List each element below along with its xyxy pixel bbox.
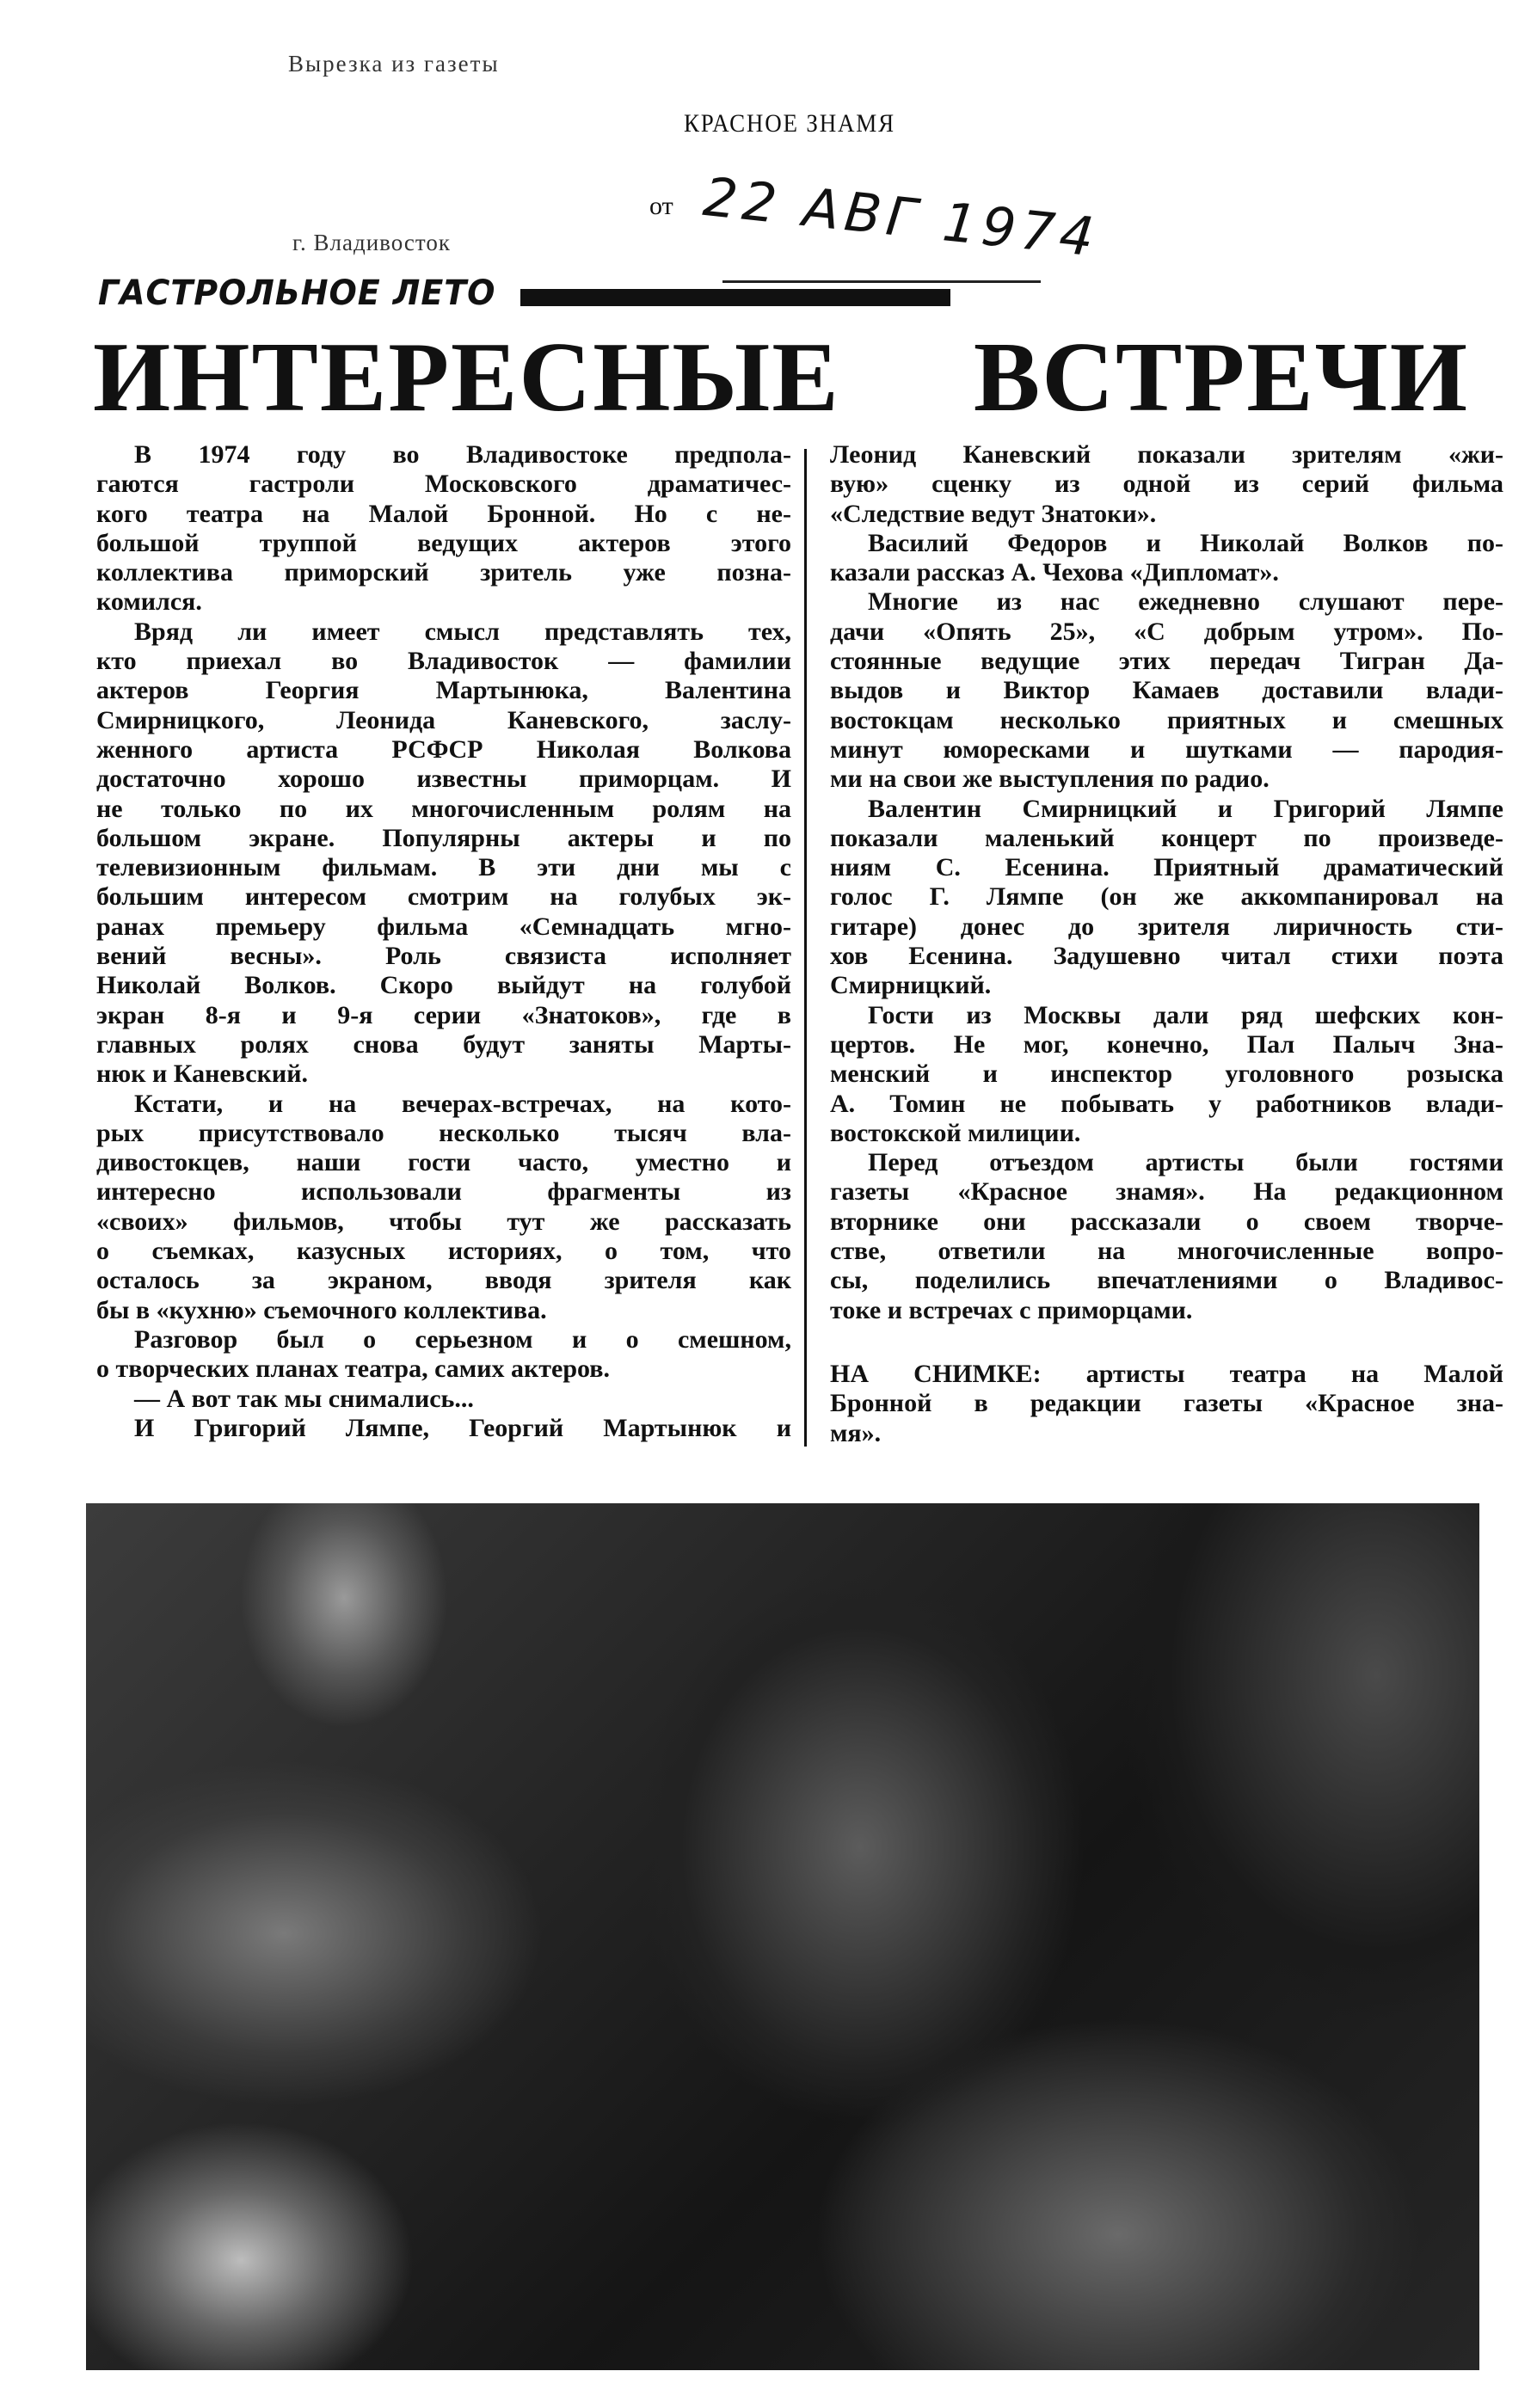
text-line: гитаре) донес до зрителя лиричность сти- bbox=[830, 912, 1503, 941]
caption-line: мя». bbox=[830, 1418, 882, 1447]
article-photo bbox=[86, 1503, 1479, 2370]
text-line: достаточно хорошо известны приморцам. И bbox=[96, 765, 791, 794]
text-line: ниям С. Есенина. Приятный драматический bbox=[830, 853, 1503, 882]
paragraph bbox=[96, 1414, 791, 1443]
text-line: комился. bbox=[96, 587, 202, 617]
paragraph bbox=[830, 1001, 1503, 1148]
text-line: главных ролях снова будут заняты Марты- bbox=[96, 1029, 791, 1059]
text-line: «Следствие ведут Знатоки». bbox=[830, 499, 1157, 528]
text-line: дачи «Опять 25», «С добрым утром». По- bbox=[830, 617, 1503, 646]
paragraph bbox=[830, 795, 1503, 1001]
text-line: Перед отъездом артисты были гостями bbox=[868, 1148, 1503, 1177]
rubric-rule bbox=[520, 289, 950, 306]
text-line: Смирницкого, Леонида Каневского, заслу- bbox=[96, 705, 791, 734]
text-line: Валентин Смирницкий и Григорий Лямпе bbox=[868, 794, 1503, 823]
text-line: ми на свои же выступления по радио. bbox=[830, 765, 1270, 794]
text-line: газеты «Красное знамя». На редакционном bbox=[830, 1177, 1503, 1207]
text-line: А. Томин не побывать у работников влади- bbox=[830, 1089, 1503, 1118]
text-line: Кстати, и на вечерах-встречах, на кото- bbox=[134, 1089, 791, 1118]
paragraph bbox=[830, 1148, 1503, 1325]
paragraph bbox=[96, 1325, 791, 1385]
paragraph bbox=[830, 587, 1503, 794]
text-line: большом экране. Популярны актеры и по bbox=[96, 823, 791, 852]
text-line: В 1974 году во Владивостоке предпола- bbox=[134, 440, 791, 469]
text-line: Многие из нас ежедневно слушают пере- bbox=[868, 587, 1503, 617]
text-line: кто приехал во Владивосток — фамилии bbox=[96, 647, 791, 676]
text-line: коллектива приморский зритель уже позна- bbox=[96, 558, 791, 587]
text-line: стве, ответили на многочисленные вопро- bbox=[830, 1237, 1503, 1266]
text-line: востокской милиции. bbox=[830, 1118, 1081, 1147]
text-line: большим интересом смотрим на голубых эк- bbox=[96, 882, 791, 912]
text-line: Василий Федоров и Николай Волков по- bbox=[868, 528, 1503, 557]
text-line: рых присутствовало несколько тысяч вла- bbox=[96, 1118, 791, 1147]
clipping-label: Вырезка из газеты bbox=[288, 51, 500, 77]
text-line: актеров Георгия Мартынюка, Валентина bbox=[96, 676, 791, 705]
text-line: вений весны». Роль связиста исполняет bbox=[96, 942, 791, 971]
paragraph bbox=[830, 529, 1503, 588]
text-line: гаются гастроли Московского драматичес- bbox=[96, 470, 791, 499]
caption-label: НА СНИМКЕ: bbox=[830, 1359, 1042, 1388]
text-line: — А вот так мы снимались... bbox=[134, 1384, 474, 1413]
text-line: Смирницкий. bbox=[830, 971, 992, 1000]
text-line: дивостокцев, наши гости часто, уместно и bbox=[96, 1148, 791, 1177]
text-line: Леонид Каневский показали зрителям «жи- bbox=[830, 440, 1503, 469]
paragraph bbox=[96, 1090, 791, 1325]
text-line: И Григорий Лямпе, Георгий Мартынюк и bbox=[134, 1413, 791, 1442]
caption-text: артисты театра на Малой bbox=[1041, 1359, 1504, 1388]
text-line: стоянные ведущие этих передач Тигран Да- bbox=[830, 647, 1503, 676]
date-underline bbox=[722, 280, 1041, 283]
text-line: Вряд ли имеет смысл представлять тех, bbox=[134, 617, 791, 646]
newspaper-name: КРАСНОЕ ЗНАМЯ bbox=[684, 109, 895, 138]
text-line: вторнике они рассказали о своем творче- bbox=[830, 1207, 1503, 1236]
text-line: хов Есенина. Задушевно читал стихи поэта bbox=[830, 942, 1503, 971]
text-line: женного артиста РСФСР Николая Волкова bbox=[96, 734, 791, 764]
text-line: минут юморесками и шутками — пародия- bbox=[830, 734, 1503, 764]
column-divider bbox=[804, 449, 807, 1447]
text-line: интересно использовали фрагменты из bbox=[96, 1177, 791, 1207]
text-line: казали рассказ А. Чехова «Дипломат». bbox=[830, 558, 1279, 587]
paragraph bbox=[96, 617, 791, 1090]
article-column-2 bbox=[830, 440, 1503, 1448]
text-line: выдов и Виктор Камаев доставили влади- bbox=[830, 676, 1503, 705]
text-line: востокцам несколько приятных и смешных bbox=[830, 705, 1503, 734]
text-line: кого театра на Малой Бронной. Но с не- bbox=[96, 499, 791, 528]
text-line: нюк и Каневский. bbox=[96, 1060, 308, 1089]
text-line: показали маленький концерт по произведе- bbox=[830, 823, 1503, 852]
text-line: большой труппой ведущих актеров этого bbox=[96, 528, 791, 557]
text-line: экран 8-я и 9-я серии «Знатоков», где в bbox=[96, 1000, 791, 1029]
text-line: сы, поделились впечатлениями о Владивос- bbox=[830, 1266, 1503, 1295]
rubric-heading: ГАСТРОЛЬНОЕ ЛЕТО bbox=[98, 273, 496, 313]
date-prefix: от bbox=[649, 192, 673, 220]
handwritten-date: 22 АВГ 1974 bbox=[700, 165, 1103, 269]
text-line: цертов. Не мог, конечно, Пал Палыч Зна- bbox=[830, 1029, 1503, 1059]
text-line: о творческих планах театра, самих актеров. bbox=[96, 1354, 610, 1384]
text-line: ранах премьеру фильма «Семнадцать мгно- bbox=[96, 912, 791, 941]
text-line: вую» сценку из одной из серий фильма bbox=[830, 470, 1503, 499]
paragraph bbox=[96, 1385, 791, 1414]
text-line: осталось за экраном, вводя зрителя как bbox=[96, 1266, 791, 1295]
text-line: Разговор был о серьезном и о смешном, bbox=[134, 1324, 791, 1354]
text-line: бы в «кухню» съемочного коллектива. bbox=[96, 1295, 547, 1324]
text-line: менский и инспектор уголовного розыска bbox=[830, 1060, 1503, 1089]
text-line: «своих» фильмов, чтобы тут же рассказать bbox=[96, 1207, 791, 1236]
article-column-1 bbox=[96, 440, 791, 1443]
caption-line bbox=[830, 1360, 1503, 1389]
text-line: о съемках, казусных историях, о том, что bbox=[96, 1237, 791, 1266]
text-line: голос Г. Лямпе (он же аккомпанировал на bbox=[830, 882, 1503, 912]
city-label: г. Владивосток bbox=[292, 230, 451, 255]
text-line: телевизионным фильмам. В эти дни мы с bbox=[96, 853, 791, 882]
text-line: Николай Волков. Скоро выйдут на голубой bbox=[96, 971, 791, 1000]
text-line: Гости из Москвы дали ряд шефских кон- bbox=[868, 1000, 1503, 1029]
text-line: не только по их многочисленным ролям на bbox=[96, 794, 791, 823]
paragraph bbox=[830, 440, 1503, 529]
photo-caption bbox=[830, 1360, 1503, 1448]
article-headline: ИНТЕРЕСНЫЕ ВСТРЕЧИ bbox=[93, 322, 1469, 433]
paragraph bbox=[96, 440, 791, 617]
caption-line: Бронной в редакции газеты «Красное зна- bbox=[830, 1389, 1503, 1418]
text-line: токе и встречах с приморцами. bbox=[830, 1295, 1193, 1324]
